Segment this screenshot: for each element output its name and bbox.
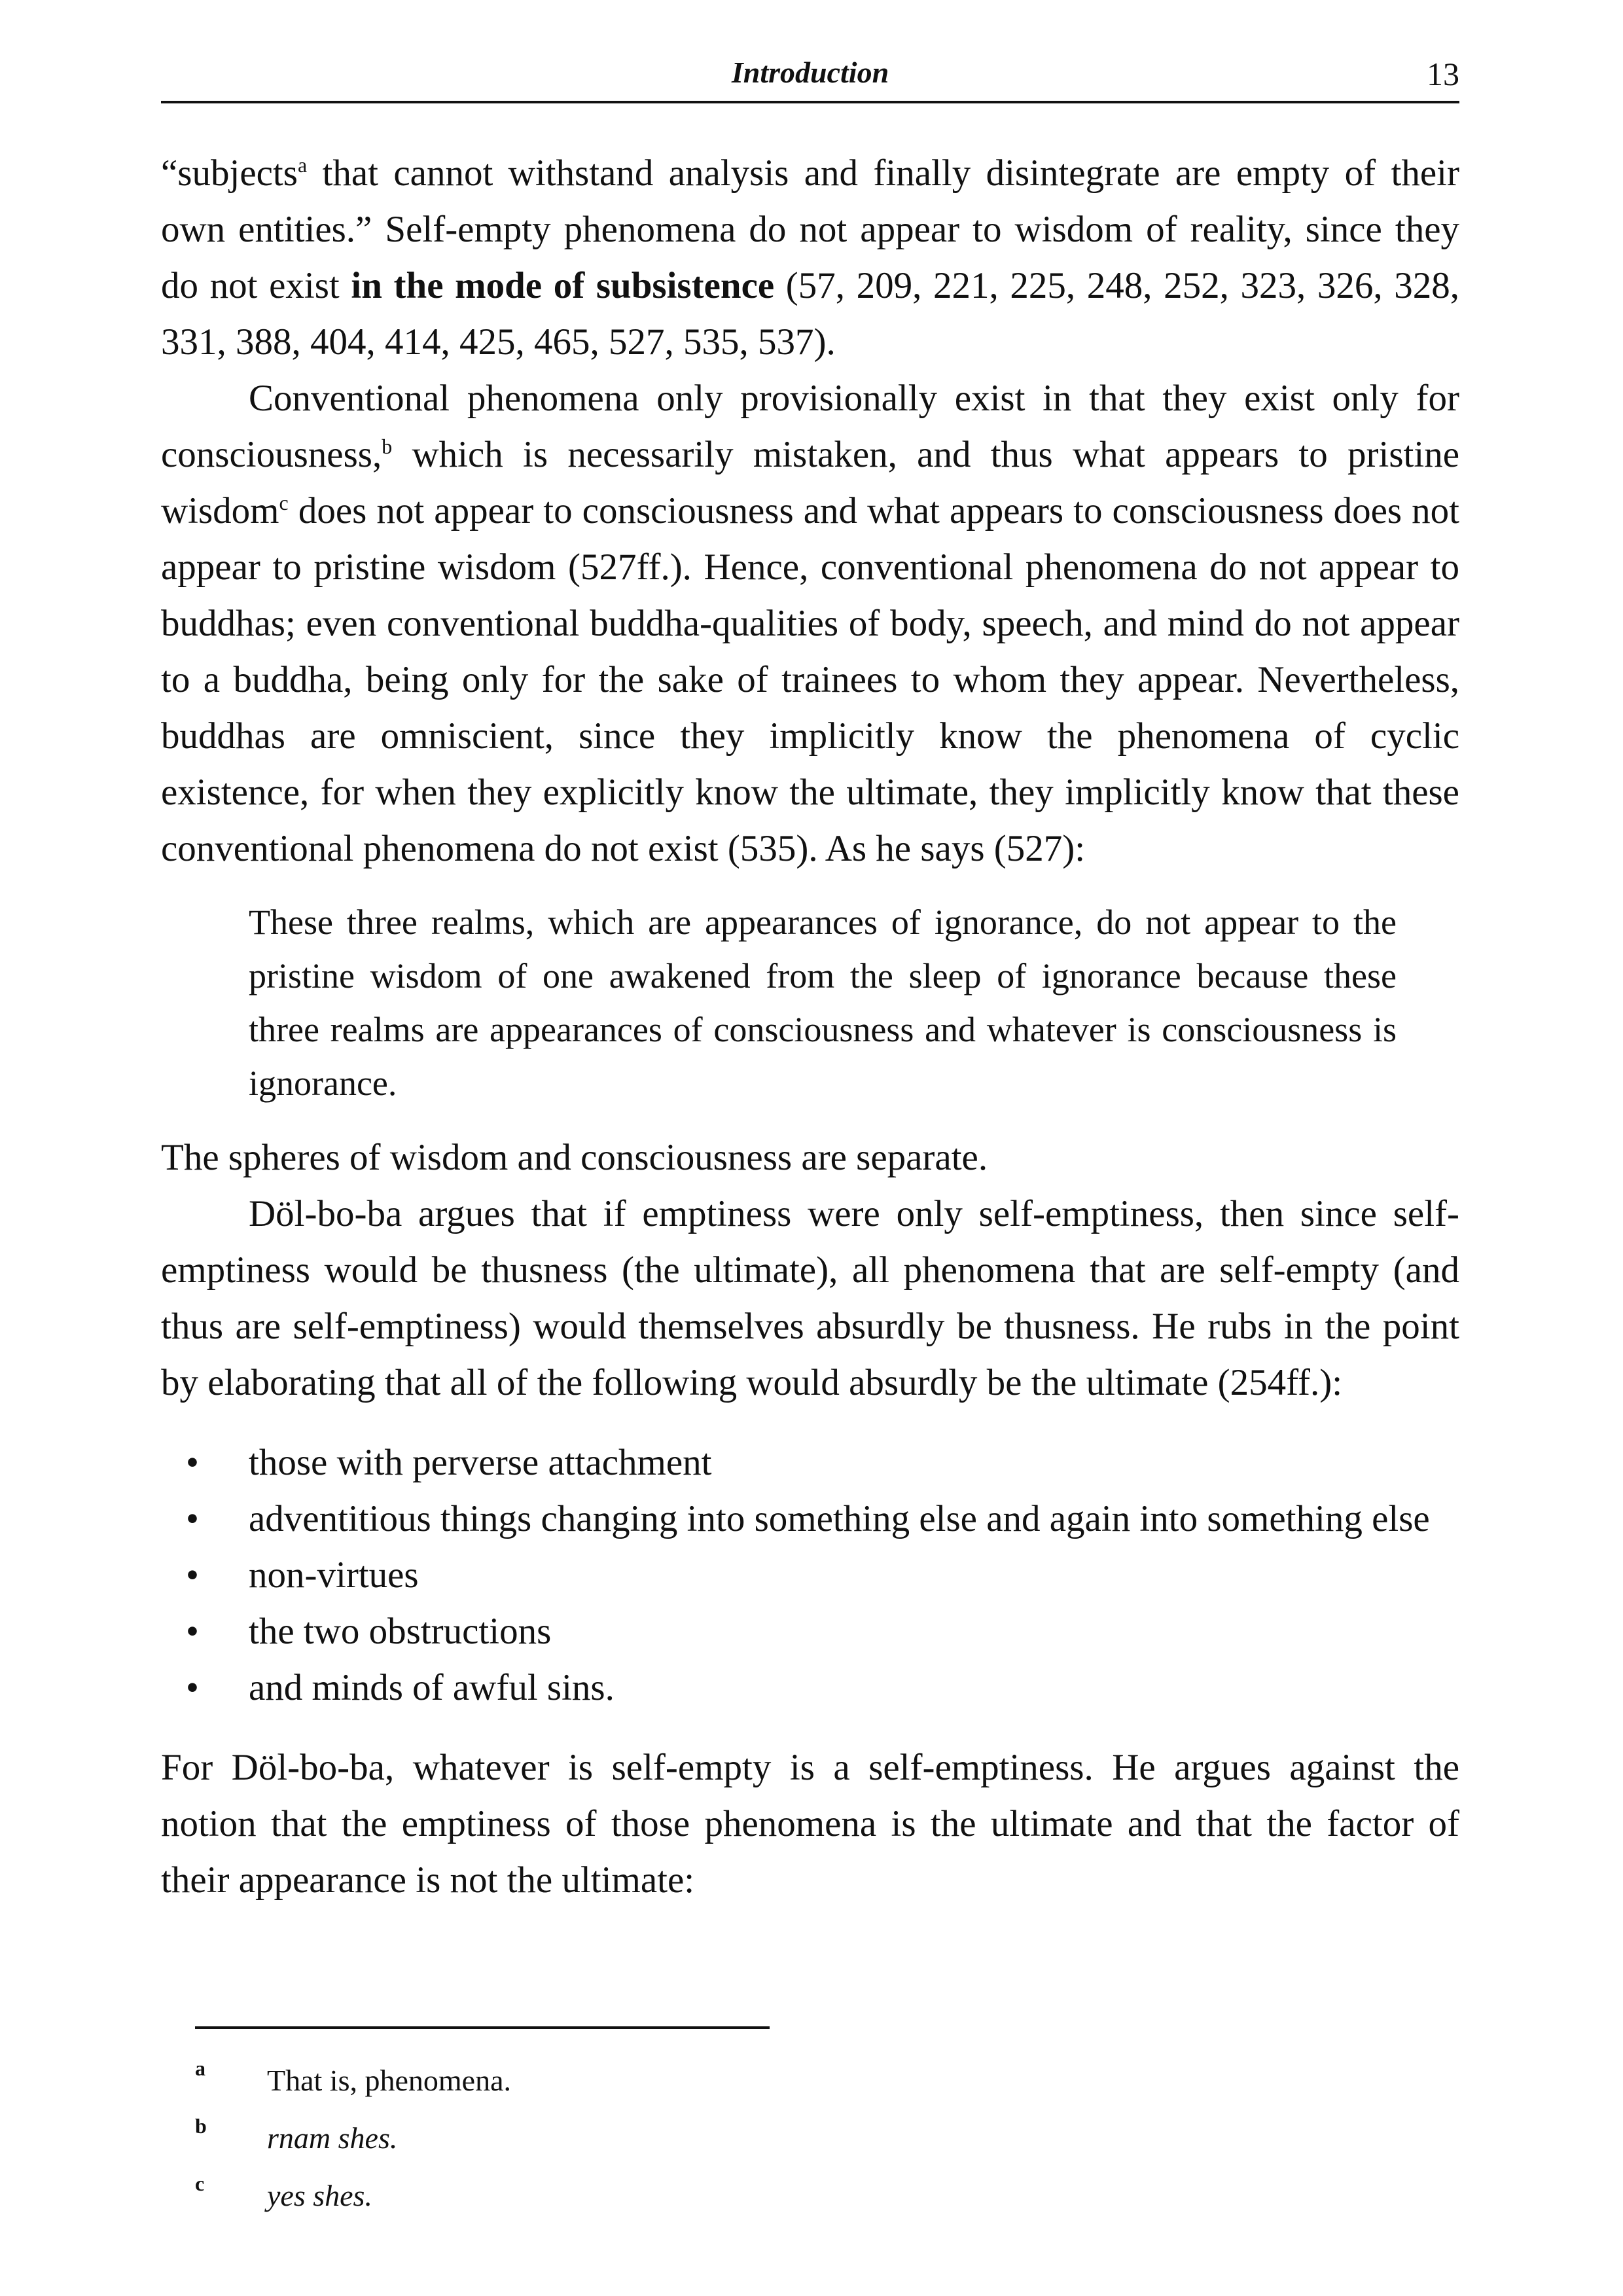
footnote-ref-a: a — [297, 153, 308, 177]
list-item: • adventitious things changing into something else and again into something else — [161, 1491, 1459, 1547]
block-quote: These three realms, which are appearances of ignorance, do not appear to the pristine wisdom of one awakened from the sleep of ignorance because these three realms are appearances of consciousness and whatever is consciousness is ignorance. — [249, 903, 1397, 1103]
list-item: • non-virtues — [161, 1547, 1459, 1604]
bullet-icon: • — [186, 1667, 199, 1708]
footnote-mark: b — [195, 2114, 207, 2138]
bold-phrase: in the mode of subsistence — [351, 265, 775, 306]
bullet-icon: • — [186, 1498, 199, 1539]
bullet-list — [161, 1435, 1459, 1716]
page-number: 13 — [1427, 56, 1459, 92]
bullet-icon: • — [186, 1554, 199, 1596]
list-item: • the two obstructions — [161, 1604, 1459, 1660]
paragraph-1: “subjects$^a$ that cannot withstand analysis and finally disintegrate are empty of their own entities.” Self-empty phenomena do not appear to wisdom of reality, since they do not exist in the mode of subsistence (57, 209, 221, 225, 248, 252, 323, 326, 328, 331, 388, 404, 414, 425, 465, 527, 535, 537). — [161, 152, 1459, 363]
footnotes — [195, 2056, 1111, 2236]
running-header — [161, 52, 1459, 103]
main-text — [161, 145, 1459, 1909]
footnote-text: yes shes. — [267, 2179, 372, 2212]
bullet-icon: • — [186, 1611, 199, 1652]
footnote-b — [195, 2114, 1111, 2178]
bullet-icon: • — [186, 1442, 199, 1483]
paragraph-5: For Döl-bo-ba, whatever is self-empty is a self-emptiness. He argues against the notion that the emptiness of those phenomena is the ultimate and that the factor of their appearance is not the ultimate: — [161, 1747, 1459, 1901]
footnote-c — [195, 2172, 1111, 2236]
list-item: • those with perverse attachment — [161, 1435, 1459, 1491]
paragraph-4: Döl-bo-ba argues that if emptiness were only self-emptiness, then since self-emptiness would be thusness (the ultimate), all phenomena that are self-empty (and thus are self-emptiness) would themselves absurdly be thusness. He rubs in the point by elaborating that all of the following would absurdly be the ultimate (254ff.): — [161, 1193, 1459, 1403]
chapter-title: Introduction — [731, 56, 889, 89]
footnote-text: rnam shes. — [267, 2121, 398, 2155]
footnote-mark: a — [195, 2056, 205, 2080]
footnote-ref-c: c — [279, 491, 289, 514]
footnote-a — [195, 2056, 1111, 2121]
paragraph-2: Conventional phenomena only provisionally exist in that they exist only for consciousness,$^b$ which is necessarily mistaken, and thus what appears to pristine wisdom$^c$ does not appear to consciousness and what appears to consciousness does not appear to pristine wisdom (527ff.). Hence, conventional phenomena do not appear to buddhas; even conventional buddha-qualities of body, speech, and mind do not appear to a buddha, being only for the sake of trainees to whom they appear. Nevertheless, buddhas are omniscient, since they implicitly know the phenomena of cyclic existence, for when they explicitly know the ultimate, they implicitly know that these conventional phenomena do not exist (535). As he says (527): — [161, 378, 1459, 869]
footnote-ref-b: b — [382, 435, 393, 458]
list-item: • and minds of awful sins. — [161, 1660, 1459, 1716]
footnote-mark: c — [195, 2172, 205, 2195]
footnote-divider — [195, 2026, 770, 2029]
footnote-text: That is, phenomena. — [267, 2064, 512, 2097]
paragraph-3: The spheres of wisdom and consciousness are separate. — [161, 1137, 988, 1178]
